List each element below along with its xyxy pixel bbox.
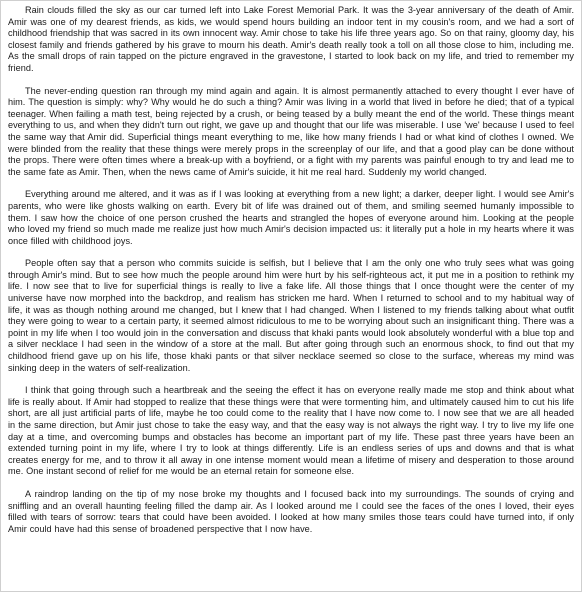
- essay-paragraph-2: The never-ending question ran through my mind again and again. It is almost permanently attached to every thought I ever have of him. The question is simply: why? Why would he do such a thing? Amir was living in a world that lived in before he died; that of a typical teenager. When failing a math test, being rejected by a crush, or being teased by a bully meant the end of the world. These things meant everything to us, and when they didn't turn out right, we gave up and thought that our life was miserable. I use 'we' because I used to feel the same way that Amir did. Superficial things meant everything to me, like how many friends I had or what kind of clothes I owned. We were blinded from the reality that these things were merely props in the screenplay of our life, and that a good play can be done without the props. There were often times where a break-up with a boyfriend, or a fight with my parents was painful enough to try and lead me to the same fate as Amir. Then, when the news came of Amir's suicide, it hit me real hard. Suddenly my world changed.: [8, 85, 574, 177]
- essay-paragraph-4: People often say that a person who commits suicide is selfish, but I believe that I am the only one who truly sees what was going through Amir's mind. But to see how much the people around him were hurt by his self-righteous act, it put me in a position to rethink my life. I now see that to live for superficial things is really to live a fake life. All those things that I once thought were the center of my universe have now morphed into the backdrop, and realism has stricken me hard. When I returned to school and to my habitual way of life, it was as though nothing around me changed, but I knew that I had changed. When I listened to my friends talking about what outfit they were going to wear to a certain party, it seemed almost ridiculous to me to be worrying about such an insignificant thing. There was a point in my life when I too would join in the conversation and discuss that khaki pants would look absolutely wonderful with a blue top and a silver necklace I had seen in the window of a store at the mall. But after going through such an enormous shock, to find out that my childhood friend gave up on his life, those khaki pants or that silver necklace seemed so close to the surface, whereas my mind was sinking deep in the waters of self-realization.: [8, 258, 574, 373]
- essay-paragraph-1: Rain clouds filled the sky as our car turned left into Lake Forest Memorial Park. It was the 3-year anniversary of the death of Amir. Amir was one of my dearest friends, as kids, we would spend hours building an indoor tent in my cousin's room, and we had a sort of childhood friendship that was sacred in its own innocent way. Amir chose to take his life three years ago. So on that rainy, gloomy day, his closest family and friends gathered by his grave to mourn his death. Amir's death really took a toll on all those close to him, including me. As the small drops of rain tapped on the picture engraved in the gravestone, I started to look back on my life, and tried to remember my friend.: [8, 5, 574, 73]
- essay-paragraph-6: A raindrop landing on the tip of my nose broke my thoughts and I focused back into my surroundings. The sounds of crying and sniffling and an overall haunting feeling filled the damp air. As I looked around me I could see the faces of the ones I loved, their eyes filled with tears of sorrow: tears that could have been avoided. I looked at how many smiles those tears could have turned into, if only Amir could have had this sense of broadened perspective that I now have.: [8, 488, 574, 534]
- essay-body: [8, 5, 574, 546]
- essay-paragraph-5: I think that going through such a heartbreak and the seeing the effect it has on everyone really made me stop and think about what life is really about. If Amir had stopped to realize that these things were that were tormenting him, and ultimately caused him to cut his life short, are all just artificial parts of life, maybe he too could come to the reality that I have now come to. I now see that we are all headed in the same direction, but Amir just chose to take the easy way, and that the easy way is not always the right way. I try to live my life one day at a time, and overcoming bumps and obstacles has become an important part of my life. These past three years have been an extended turning point in my life, where I try to look at things differently. Life is an endless series of ups and downs and that is what creates energy for me, and to throw it all away in one intense moment would mean a lifetime of misery and desperation to those around me. One instant second of relief for me would be an eternal retain for someone else.: [8, 385, 574, 477]
- essay-paragraph-3: Everything around me altered, and it was as if I was looking at everything from a new light; a darker, deeper light. I would see Amir's parents, who were like ghosts walking on earth. Every bit of life was drained out of them, and smiling seemed humanly impossible to them. I saw how the choice of one person crushed the hearts and strangled the hopes of everyone around him. Looking at the people who loved my friend so much made me realize just how much Amir's decision impacted us: it literally put a hole in my hearts where it was once filled with childhood joys.: [8, 189, 574, 246]
